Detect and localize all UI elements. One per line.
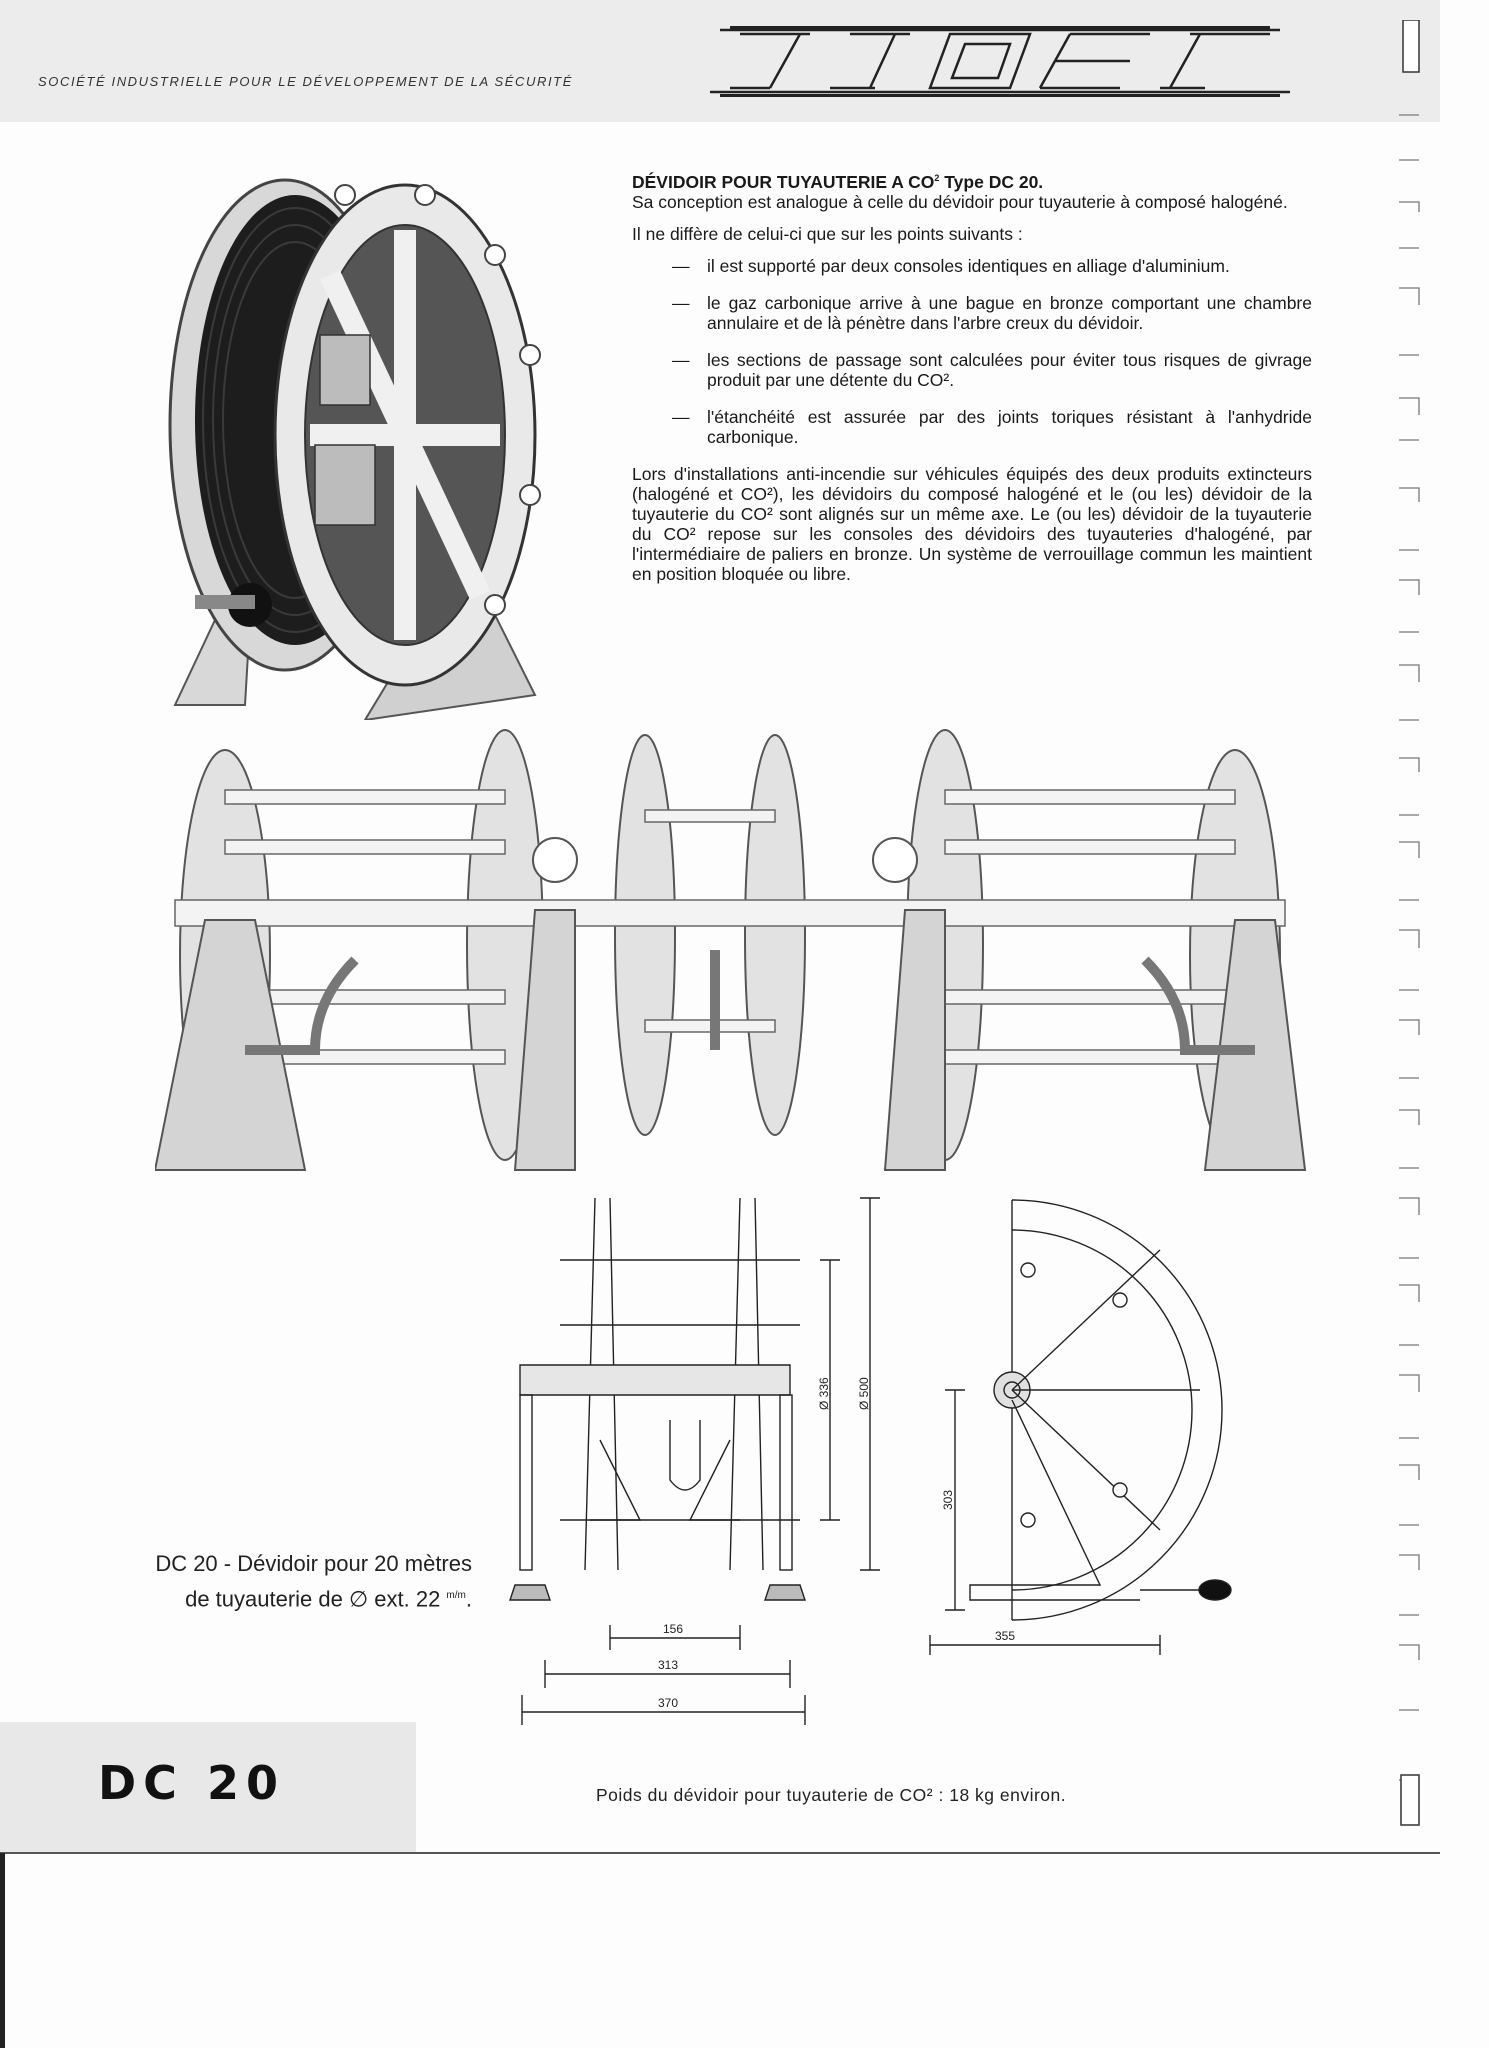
article-heading (632, 168, 1312, 192)
weight-note: Poids du dévidoir pour tuyauterie de CO² : 18 kg environ. (596, 1785, 1067, 1805)
differences-list (632, 256, 1312, 447)
page-edge-shadow (0, 1853, 5, 2048)
list-item: — le gaz carbonique arrive à une bague en bronze comportant une chambre annulaire et de là pénètre dans l'arbre creux du dévidoir. (672, 292, 1312, 333)
dim-label: Ø 500 (857, 1377, 871, 1410)
article-intro: Sa conception est analogue à celle du dévidoir pour tuyauterie à composé halogéné. (632, 191, 1288, 212)
sides-logo (700, 22, 1300, 100)
title-superscript: 2 (934, 173, 940, 183)
article-closing: Lors d'installations anti-incendie sur véhicules équipés des deux produits extincteurs (halogéné et CO²), les dévidoirs du composé halogéné et le (ou les) dévidoir de la tuyauterie du CO² sont alignés sur un même axe. Le (ou les) dévidoir de la tuyauterie du CO² repose sur les consoles des dévidoirs des tuyauteries d'halogéné, par l'intermédiaire de paliers en bronze. Un système de verrouillage commun les maintient en position bloquée ou libre. (632, 463, 1312, 584)
aligned-reels-photo (155, 720, 1310, 1180)
list-item: — il est supporté par deux consoles identiques en alliage d'aluminium. (672, 255, 1230, 276)
dim-label: 370 (658, 1696, 679, 1710)
dim-label: 156 (663, 1622, 684, 1636)
dim-label: 313 (658, 1658, 679, 1672)
article-text (632, 168, 1312, 596)
caption-line: de tuyauterie de ∅ ext. 22 $^{m/m}$. (185, 1586, 472, 1612)
reel-photo (135, 135, 565, 720)
model-reference: DC 20 (98, 1756, 285, 1810)
figure-caption (60, 1548, 472, 1615)
page-edge-line (0, 1852, 1440, 1854)
list-item: — l'étanchéité est assurée par des joints toriques résistant à l'anhydride carbonique. (672, 406, 1312, 447)
binder-tabs (1395, 20, 1489, 1840)
caption-line: DC 20 - Dévidoir pour 20 mètres (155, 1551, 472, 1576)
unit-label: m/m (446, 1590, 466, 1601)
list-item: — les sections de passage sont calculées pour éviter tous risques de givrage produit par une détente du CO². (672, 349, 1312, 390)
technical-drawing (500, 1190, 1260, 1740)
dim-label: Ø 336 (817, 1377, 831, 1410)
company-tagline: SOCIÉTÉ INDUSTRIELLE POUR LE DÉVELOPPEMENT DE LA SÉCURITÉ (38, 74, 573, 89)
dim-label: 303 (941, 1489, 955, 1510)
article-differs: Il ne diffère de celui-ci que sur les points suivants : (632, 223, 1023, 244)
article-type: Type DC 20. (939, 171, 1044, 192)
article-title: DÉVIDOIR POUR TUYAUTERIE A CO (632, 171, 935, 192)
dim-label: 355 (995, 1629, 1016, 1643)
